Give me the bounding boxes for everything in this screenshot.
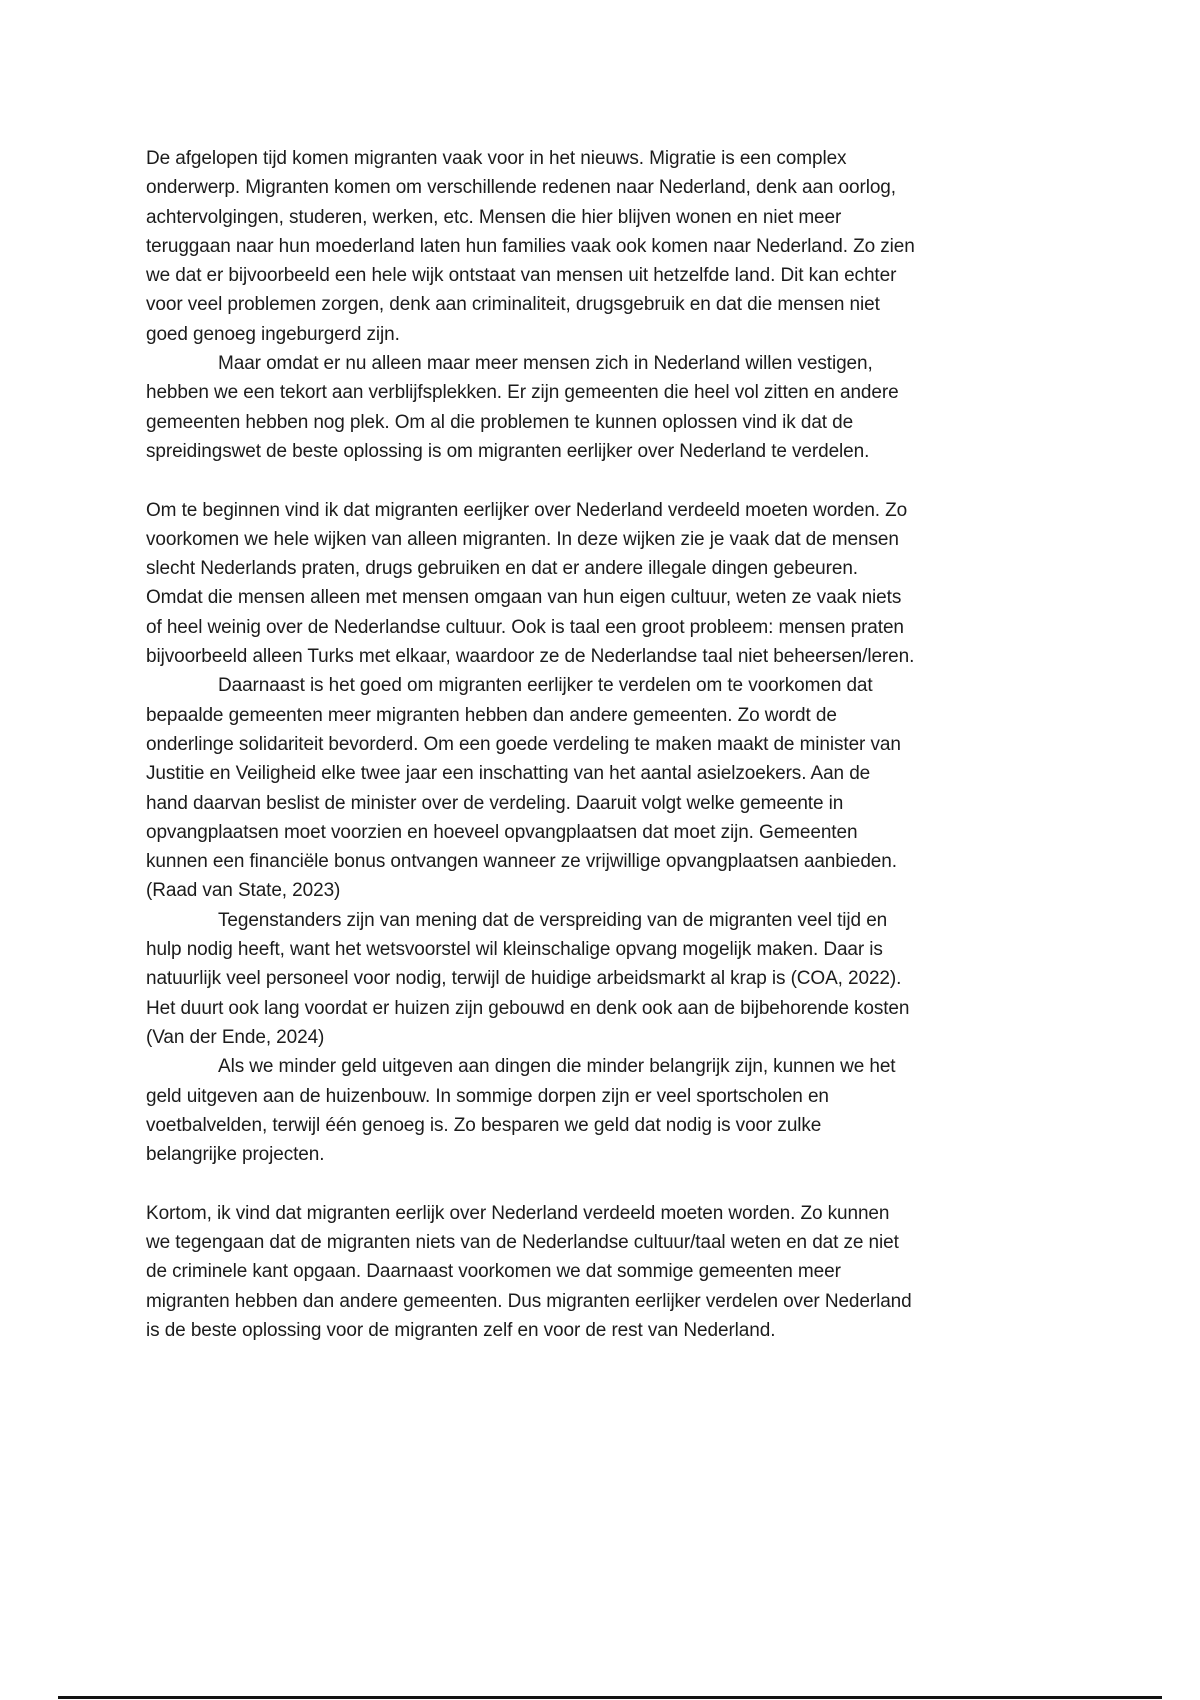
paragraph-spacer (146, 1169, 1066, 1198)
text-line: we tegengaan dat de migranten niets van de Nederlandse cultuur/taal weten en dat ze niet (146, 1231, 899, 1253)
text-line: geld uitgeven aan de huizenbouw. In sommige dorpen zijn er veel sportscholen en (146, 1085, 829, 1107)
text-line: Daarnaast is het goed om migranten eerlijker te verdelen om te voorkomen dat (218, 675, 873, 697)
text-line: (Raad van State, 2023) (146, 880, 341, 902)
essay-body (146, 144, 1066, 1345)
text-line: we dat er bijvoorbeeld een hele wijk ontstaat van mensen uit hetzelfde land. Dit kan echter (146, 265, 897, 287)
paragraph-argument-1 (146, 496, 1066, 672)
text-line: Omdat die mensen alleen met mensen omgaan van hun eigen cultuur, weten ze vaak niets (146, 587, 902, 609)
text-line: natuurlijk veel personeel voor nodig, terwijl de huidige arbeidsmarkt al krap is (COA, 2022). (146, 968, 902, 990)
text-line: kunnen een financiële bonus ontvangen wanneer ze vrijwillige opvangplaatsen aanbieden. (146, 851, 897, 873)
text-line: onderlinge solidariteit bevorderd. Om een goede verdeling te maken maakt de minister van (146, 733, 901, 755)
text-line: spreidingswet de beste oplossing is om migranten eerlijker over Nederland te verdelen. (146, 440, 870, 462)
text-line: of heel weinig over de Nederlandse cultuur. Ook is taal een groot probleem: mensen praten (146, 616, 904, 638)
text-line: de criminele kant opgaan. Daarnaast voorkomen we dat sommige gemeenten meer (146, 1261, 841, 1283)
text-line: bepaalde gemeenten meer migranten hebben dan andere gemeenten. Zo wordt de (146, 704, 837, 726)
text-line: Maar omdat er nu alleen maar meer mensen zich in Nederland willen vestigen, (218, 353, 873, 375)
paragraph-thesis (146, 349, 1066, 466)
text-line: De afgelopen tijd komen migranten vaak voor in het nieuws. Migratie is een complex (146, 148, 847, 169)
text-line: hebben we een tekort aan verblijfsplekken. Er zijn gemeenten die heel vol zitten en andere (146, 382, 899, 404)
paragraph-counterargument (146, 906, 1066, 1052)
text-line: teruggaan naar hun moederland laten hun families vaak ook komen naar Nederland. Zo zien (146, 235, 915, 257)
text-line: Justitie en Veiligheid elke twee jaar een inschatting van het aantal asielzoekers. Aan de (146, 763, 871, 785)
paragraph-argument-2 (146, 671, 1066, 905)
paragraph-introduction (146, 144, 1066, 349)
text-line: onderwerp. Migranten komen om verschillende redenen naar Nederland, denk aan oorlog, (146, 177, 896, 199)
page-bottom-divider (58, 1696, 1162, 1699)
text-line: hand daarvan beslist de minister over de verdeling. Daaruit volgt welke gemeente in (146, 792, 844, 814)
text-line: is de beste oplossing voor de migranten zelf en voor de rest van Nederland. (146, 1319, 776, 1341)
text-line: goed genoeg ingeburgerd zijn. (146, 323, 400, 345)
text-line: bijvoorbeeld alleen Turks met elkaar, waardoor ze de Nederlandse taal niet beheersen/leren. (146, 646, 915, 668)
paragraph-rebuttal (146, 1052, 1066, 1169)
text-line: slecht Nederlands praten, drugs gebruiken en dat er andere illegale dingen gebeuren. (146, 558, 858, 580)
text-line: migranten hebben dan andere gemeenten. Dus migranten eerlijker verdelen over Nederland (146, 1290, 912, 1312)
text-line: voorkomen we hele wijken van alleen migranten. In deze wijken zie je vaak dat de mensen (146, 528, 899, 550)
text-line: (Van der Ende, 2024) (146, 1026, 325, 1048)
text-line: Als we minder geld uitgeven aan dingen die minder belangrijk zijn, kunnen we het (218, 1056, 896, 1078)
text-line: gemeenten hebben nog plek. Om al die problemen te kunnen oplossen vind ik dat de (146, 411, 854, 433)
paragraph-spacer (146, 466, 1066, 495)
text-line: voetbalvelden, terwijl één genoeg is. Zo besparen we geld dat nodig is voor zulke (146, 1114, 822, 1136)
text-line: Tegenstanders zijn van mening dat de verspreiding van de migranten veel tijd en (218, 909, 888, 931)
text-line: Het duurt ook lang voordat er huizen zijn gebouwd en denk ook aan de bijbehorende kosten (146, 997, 910, 1019)
text-line: opvangplaatsen moet voorzien en hoeveel opvangplaatsen dat moet zijn. Gemeenten (146, 821, 858, 843)
text-line: voor veel problemen zorgen, denk aan criminaliteit, drugsgebruik en dat die mensen niet (146, 294, 880, 316)
text-line: achtervolgingen, studeren, werken, etc. Mensen die hier blijven wonen en niet meer (146, 206, 842, 228)
text-line: belangrijke projecten. (146, 1144, 325, 1166)
text-line: Kortom, ik vind dat migranten eerlijk over Nederland verdeeld moeten worden. Zo kunnen (146, 1202, 890, 1224)
text-line: Om te beginnen vind ik dat migranten eerlijker over Nederland verdeeld moeten worden. Zo (146, 499, 908, 521)
paragraph-conclusion (146, 1199, 1066, 1345)
text-line: hulp nodig heeft, want het wetsvoorstel wil kleinschalige opvang mogelijk maken. Daar is (146, 939, 883, 961)
